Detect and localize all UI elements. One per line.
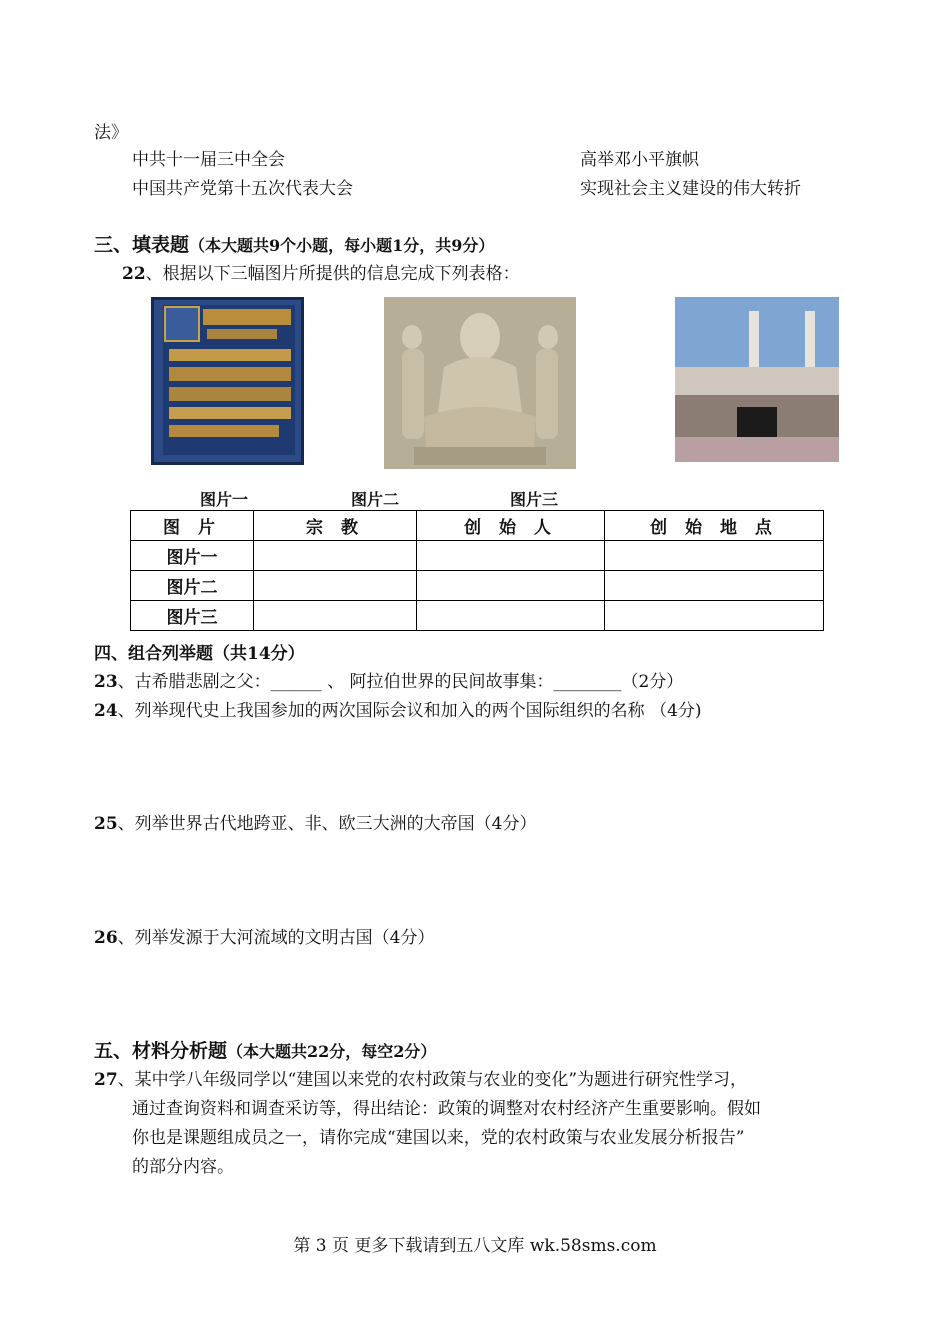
header-picture: 图 片 — [131, 511, 254, 541]
row-label: 图片二 — [131, 571, 254, 601]
match-right-item-1: 高举邓小平旗帜 — [580, 150, 699, 170]
question-24: 24、列举现代史上我国参加的两次国际会议和加入的两个国际组织的名称 （4分) — [94, 701, 702, 721]
answer-cell[interactable] — [605, 601, 824, 631]
page-footer: 第 3 页 更多下载请到五八文库 wk.58sms.com — [293, 1236, 657, 1256]
caption-picture-3: 图片三 — [510, 490, 559, 509]
question-27-line-3: 你也是课题组成员之一，请你完成“建国以来，党的农村政策与农业发展分析报告” — [132, 1128, 745, 1148]
answer-cell[interactable] — [417, 541, 605, 571]
section-4-heading: 四、组合列举题（共14分） — [94, 644, 305, 664]
row-label: 图片三 — [131, 601, 254, 631]
mecca-image — [675, 297, 839, 462]
answer-cell[interactable] — [254, 571, 417, 601]
table-header-row — [131, 511, 824, 541]
fill-in-table — [130, 510, 824, 631]
question-27-line-4: 的部分内容。 — [132, 1157, 234, 1177]
caption-picture-1: 图片一 — [200, 490, 249, 509]
header-founder: 创 始 人 — [417, 511, 605, 541]
match-right-item-2: 实现社会主义建设的伟大转折 — [580, 179, 801, 199]
header-place: 创 始 地 点 — [605, 511, 824, 541]
header-religion: 宗 教 — [254, 511, 417, 541]
answer-cell[interactable] — [417, 571, 605, 601]
answer-cell[interactable] — [605, 571, 824, 601]
question-26: 26、列举发源于大河流域的文明古国（4分） — [94, 928, 435, 948]
manuscript-image — [151, 297, 304, 465]
question-23: 23、古希腊悲剧之父：______ 、 阿拉伯世界的民间故事集：________（2分） — [94, 672, 684, 692]
answer-cell[interactable] — [254, 601, 417, 631]
section-5-heading: 五、材料分析题（本大题共22分，每空2分） — [94, 1040, 437, 1062]
row-label: 图片一 — [131, 541, 254, 571]
match-left-item-2: 中国共产党第十五次代表大会 — [132, 179, 353, 199]
section-3-heading: 三、填表题（本大题共9个小题，每小题1分，共9分） — [94, 234, 495, 256]
caption-picture-2: 图片二 — [351, 490, 400, 509]
answer-cell[interactable] — [417, 601, 605, 631]
question-25: 25、列举世界古代地跨亚、非、欧三大洲的大帝国（4分） — [94, 814, 537, 834]
question-22: 22、根据以下三幅图片所提供的信息完成下列表格： — [122, 264, 520, 284]
match-left-item-1: 中共十一届三中全会 — [132, 150, 285, 170]
question-27-line-2: 通过查询资料和调查采访等，得出结论：政策的调整对农村经济产生重要影响。假如 — [132, 1099, 761, 1119]
answer-cell[interactable] — [605, 541, 824, 571]
table-row — [131, 571, 824, 601]
buddha-relief-image — [384, 297, 576, 469]
table-row — [131, 541, 824, 571]
answer-cell[interactable] — [254, 541, 417, 571]
table-row — [131, 601, 824, 631]
question-27-line-1: 27、某中学八年级同学以“建国以来党的农村政策与农业的变化”为题进行研究性学习， — [94, 1070, 748, 1090]
continued-text: 法》 — [94, 123, 128, 143]
